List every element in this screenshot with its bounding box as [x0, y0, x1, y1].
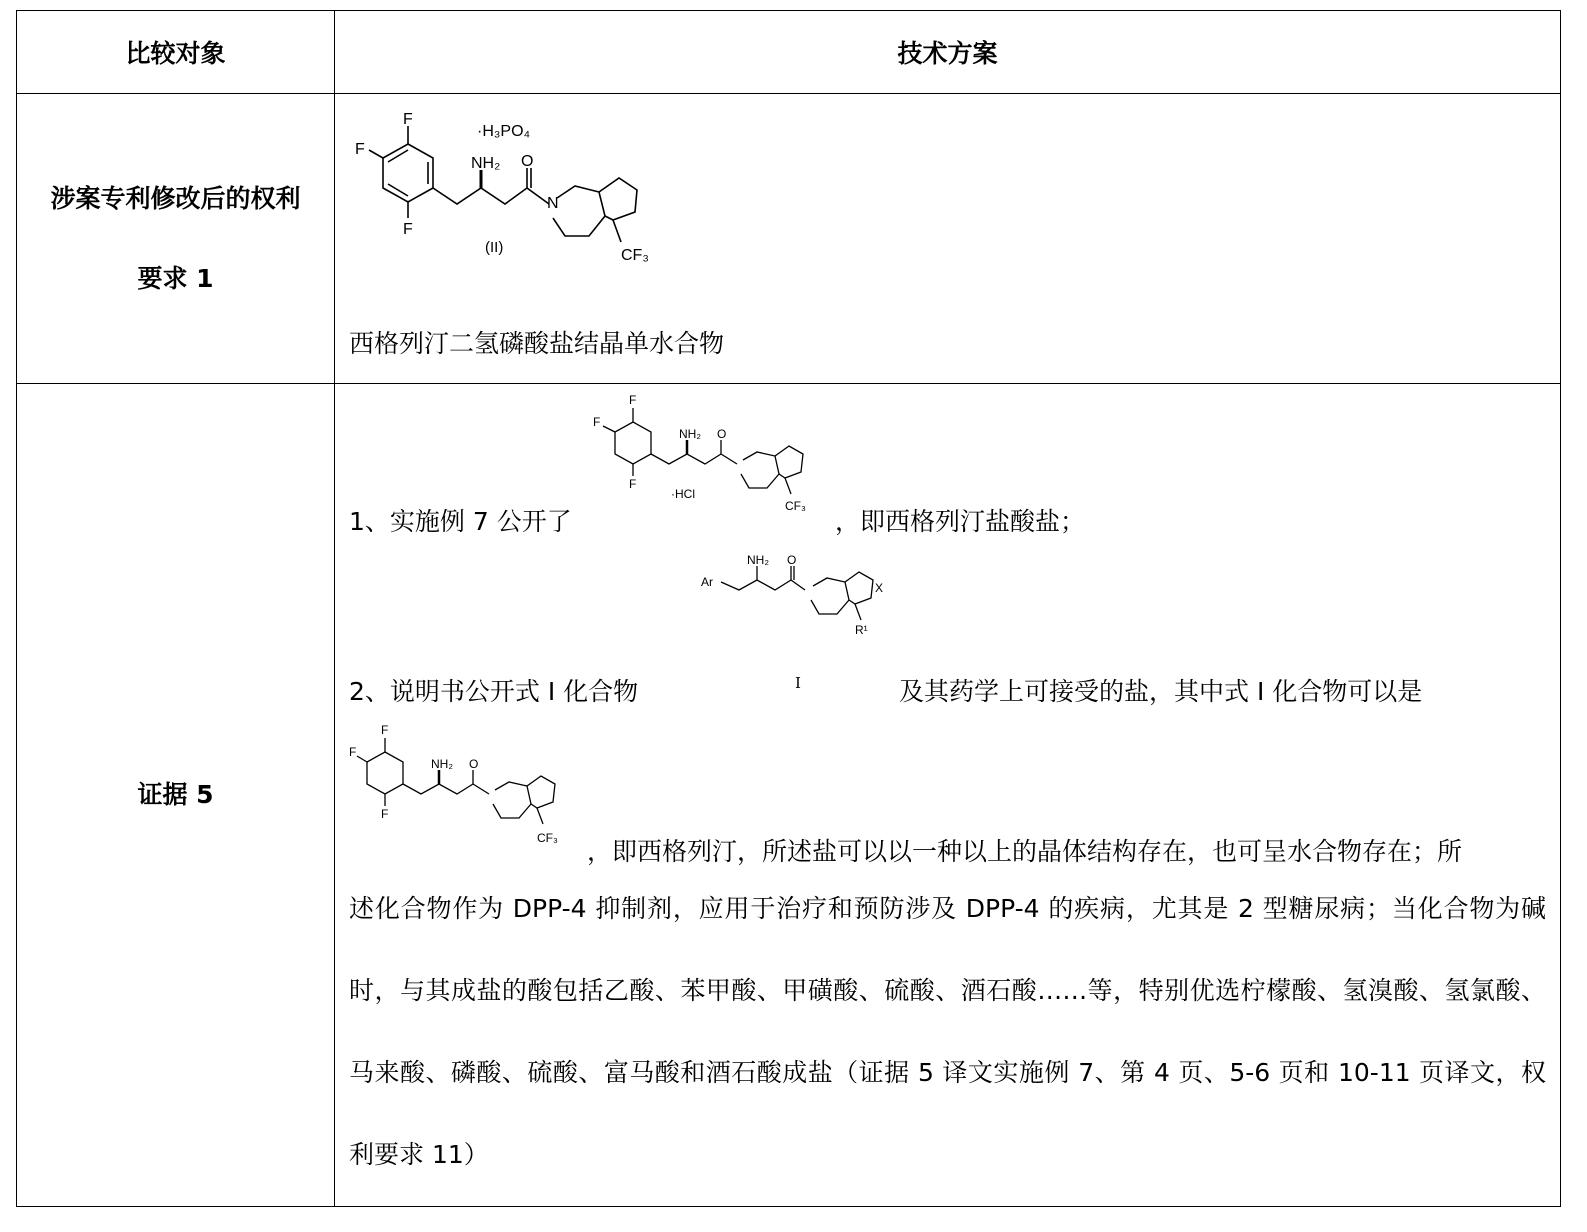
- nh2-label: NH₂: [471, 155, 501, 172]
- evidence-item-2-prefix: 2、说明书公开式 I 化合物: [349, 677, 639, 706]
- comparison-table: [16, 10, 1561, 1207]
- evidence-item-2-suffix: 及其药学上可接受的盐，其中式 I 化合物可以是: [899, 677, 1423, 706]
- evidence-item-1-prefix: 1、实施例 7 公开了: [349, 507, 572, 536]
- sitagliptin-hcl-structure: [593, 394, 833, 523]
- hcl-cf3: CF₃: [785, 499, 806, 513]
- evidence-item-1-suffix: ，即西格列汀盐酸盐；: [835, 507, 1086, 536]
- row-evidence-5: [17, 384, 1561, 1207]
- ar-label: Ar: [701, 575, 713, 589]
- hcl-f-top: F: [629, 394, 637, 407]
- sitagliptin-phosphate-structure: [353, 112, 673, 291]
- formula-ii-label: (II): [485, 239, 504, 256]
- hcl-nh2: NH₂: [679, 427, 701, 441]
- hcl-f-left: F: [593, 415, 601, 429]
- hcl-label: ·HCl: [671, 487, 695, 501]
- s-o: O: [469, 757, 479, 771]
- claim-text: 西格列汀二氢磷酸盐结晶单水合物: [349, 329, 725, 358]
- sitagliptin-structure: [349, 724, 589, 858]
- claim-content: [335, 94, 1561, 384]
- n-label: N: [547, 195, 559, 212]
- evidence-para-rest: 述化合物作为 DPP-4 抑制剂，应用于治疗和预防涉及 DPP-4 的疾病，尤其是 2 型糖尿病；当化合物为碱时，与其成盐的酸包括乙酸、苯甲酸、甲磺酸、硫酸、酒石酸……等，特别优选柠檬酸、氢溴酸、氢氯酸、马来酸、磷酸、硫酸、富马酸和酒石酸成盐（证据 5 译文实施例 7、第 4 页、5-6 页和 10-11 页译文，权利要求 11）: [349, 894, 1546, 1169]
- f-bottom: F: [403, 221, 413, 238]
- s-nh2: NH₂: [431, 757, 453, 771]
- header-compare-object: 比较对象: [17, 11, 335, 94]
- x-label: X: [875, 581, 884, 595]
- hcl-o: O: [717, 427, 727, 441]
- claim-label-line1: 涉案专利修改后的权利: [50, 183, 301, 213]
- s-f-top: F: [381, 724, 389, 737]
- header-row: [17, 11, 1561, 94]
- generic-o: O: [787, 553, 797, 567]
- evidence-content: [335, 384, 1561, 1207]
- s-f-left: F: [349, 745, 357, 759]
- evidence-label: 证据 5: [17, 384, 335, 1207]
- cf3-label: CF₃: [621, 247, 649, 264]
- claim-label-line2: 要求 1: [137, 263, 214, 293]
- o-label: O: [521, 153, 534, 170]
- generic-nh2: NH₂: [747, 553, 769, 567]
- row-claim-1: [17, 94, 1561, 384]
- h3po4-label: ·H₃PO₄: [477, 123, 531, 140]
- s-f-bottom: F: [381, 807, 389, 821]
- header-technical-solution: 技术方案: [335, 11, 1561, 94]
- formula-i-structure: [701, 552, 931, 656]
- s-cf3: CF₃: [537, 831, 558, 845]
- r1-label: R¹: [855, 623, 868, 637]
- evidence-para-line1: ，即西格列汀，所述盐可以以一种以上的晶体结构存在，也可呈水合物存在；所: [587, 837, 1463, 866]
- f-left: F: [355, 141, 365, 158]
- f-top: F: [403, 112, 413, 128]
- claim-label: [17, 94, 335, 384]
- hcl-f-bottom: F: [629, 477, 637, 491]
- formula-i-label: I: [795, 674, 801, 692]
